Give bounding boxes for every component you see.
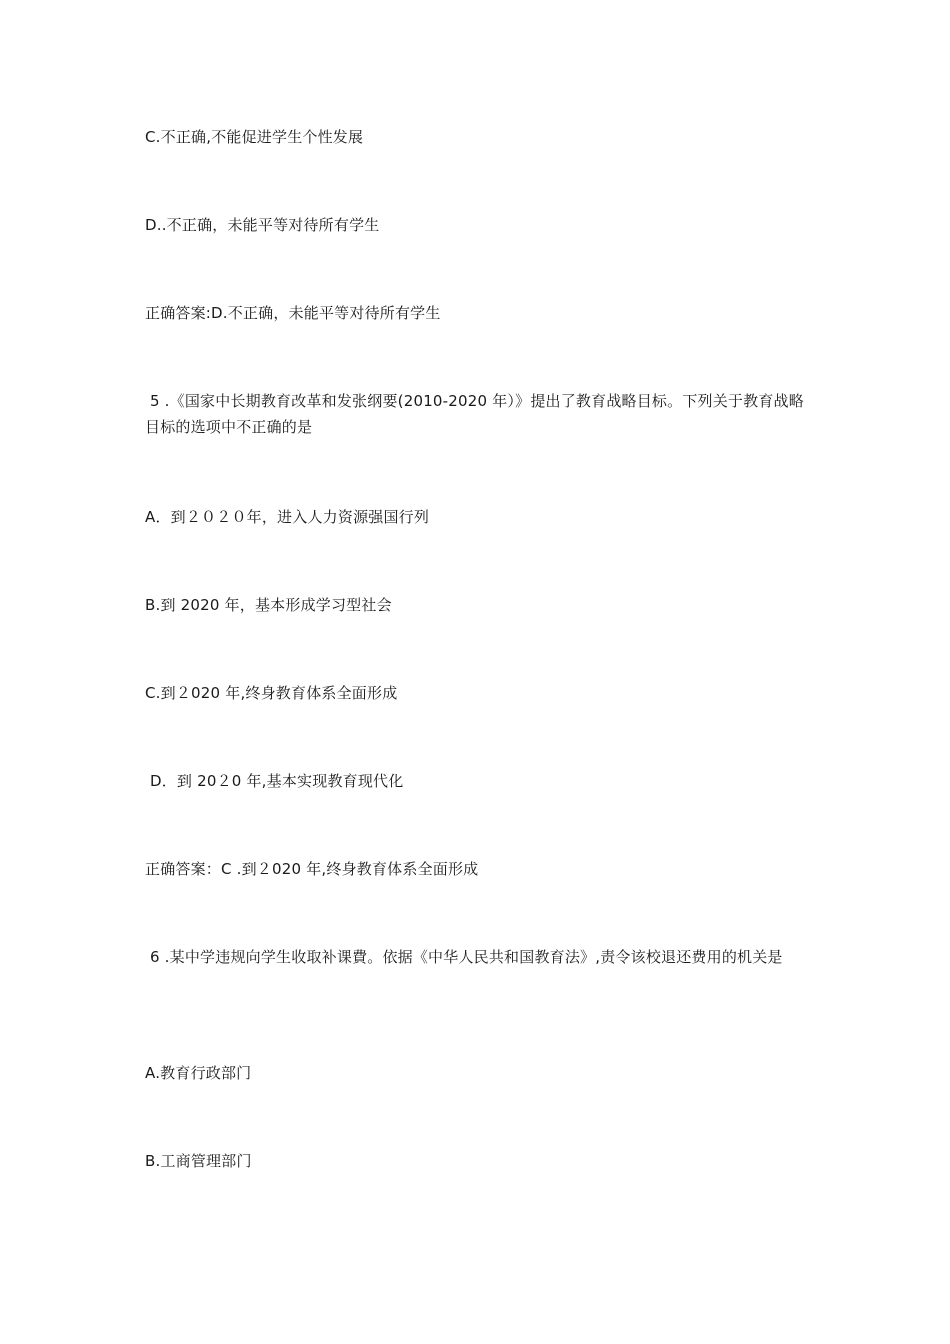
option-c-q5: C.到２020 年,终身教育体系全面形成: [145, 684, 398, 702]
option-a-q6: A.教育行政部门: [145, 1064, 252, 1082]
answer-q4: 正确答案:D.不正确，未能平等对待所有学生: [145, 304, 441, 322]
question-5: 5 .《国家中长期教育改革和发张纲要(2010-2020 年）》提出了教育战略目标。下列关于教育战略目标的选项中不正确的是: [145, 392, 804, 436]
option-a-q5: A．到２０２０年，进入人力资源强国行列: [145, 508, 430, 526]
option-d-q5: D．到 20２0 年,基本实现教育现代化: [145, 772, 404, 790]
option-d-q4: D..不正确，未能平等对待所有学生: [145, 216, 380, 234]
option-c-q4: C.不正确,不能促进学生个性发展: [145, 128, 364, 146]
answer-q5: 正确答案：C .到２020 年,终身教育体系全面形成: [145, 860, 479, 878]
option-b-q6: B.工商管理部门: [145, 1152, 252, 1170]
question-6: 6 .某中学违规向学生收取补课費。依据《中华人民共和国教育法》,责令该校退还费用的机关是: [145, 948, 783, 966]
option-b-q5: B.到 2020 年，基本形成学习型社会: [145, 596, 392, 614]
